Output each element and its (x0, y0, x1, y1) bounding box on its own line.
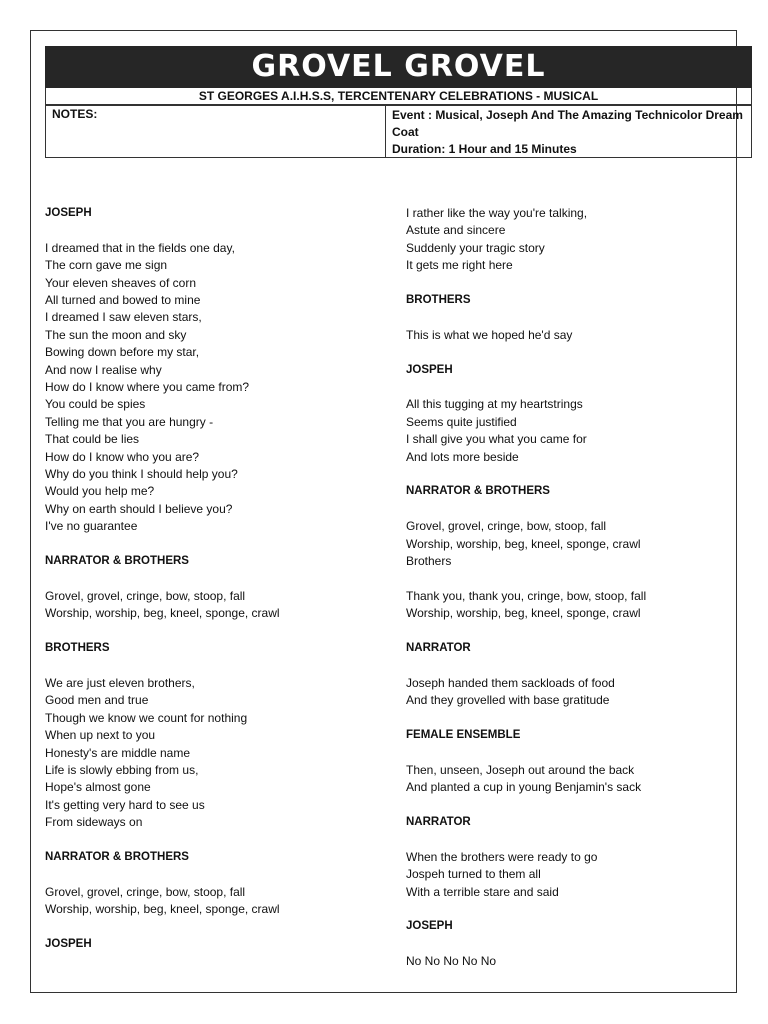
lyric-line: Life is slowly ebbing from us, (45, 762, 199, 777)
speaker-name: BROTHERS (45, 642, 110, 655)
lyric-line: Good men and true (45, 693, 149, 708)
lyric-line: Thank you, thank you, cringe, bow, stoop, fall (406, 588, 647, 603)
lyric-line: Bowing down before my star, (45, 345, 200, 360)
lyric-section (45, 640, 385, 831)
lyric-line: It's getting very hard to see us (45, 797, 205, 812)
speaker-name: NARRATOR (406, 816, 471, 829)
lyric-section (406, 727, 736, 797)
lyric-line: Suddenly your tragic story (406, 240, 545, 255)
speaker-name: NARRATOR & BROTHERS (45, 555, 189, 568)
lyric-line: Worship, worship, beg, kneel, sponge, crawl (406, 606, 641, 621)
lyric-section (406, 483, 736, 622)
lyrics-left-column (45, 205, 385, 971)
lyric-line: Honesty's are middle name (45, 745, 191, 760)
lyric-line: Jospeh turned to them all (406, 867, 541, 882)
lyric-section (406, 814, 736, 901)
lyric-section (45, 553, 385, 623)
song-title: GROVEL GROVEL (45, 46, 752, 88)
lyric-line: It gets me right here (406, 258, 513, 273)
lyric-line: You could be spies (45, 397, 146, 412)
speaker-name: BROTHERS (406, 294, 471, 307)
lyric-line: Worship, worship, beg, kneel, sponge, crawl (406, 536, 641, 551)
lyric-line: Worship, worship, beg, kneel, sponge, crawl (45, 902, 280, 917)
lyric-line: And now I realise why (45, 362, 162, 377)
speaker-name: JOSEPH (406, 920, 453, 933)
lyric-line: The sun the moon and sky (45, 327, 187, 342)
lyric-section (406, 205, 736, 275)
lyric-line: And they grovelled with base gratitude (406, 693, 610, 708)
lyric-section (406, 918, 736, 970)
lyric-line: Grovel, grovel, cringe, bow, stoop, fall (45, 884, 246, 899)
lyric-line: I dreamed I saw eleven stars, (45, 310, 202, 325)
event-info (386, 106, 751, 157)
event-text: Event : Musical, Joseph And The Amazing Technicolor Dream Coat (392, 108, 743, 139)
lyric-line: Why do you think I should help you? (45, 467, 238, 482)
speaker-name: JOSPEH (406, 363, 453, 376)
speaker-name: NARRATOR & BROTHERS (406, 485, 550, 498)
lyric-line: With a terrible stare and said (406, 884, 559, 899)
lyric-line: Then, unseen, Joseph out around the back (406, 762, 635, 777)
production-subtitle: ST GEORGES A.I.H.S.S, TERCENTENARY CELEBRATIONS - MUSICAL (45, 88, 752, 105)
lyric-line: Grovel, grovel, cringe, bow, stoop, fall (406, 519, 607, 534)
lyric-line: And lots more beside (406, 449, 519, 464)
lyric-line: Though we know we count for nothing (45, 710, 248, 725)
lyric-line: From sideways on (45, 815, 143, 830)
lyric-line: Brothers (406, 554, 452, 569)
info-table (45, 105, 752, 158)
lyric-section (45, 936, 385, 953)
lyric-line: This is what we hoped he'd say (406, 327, 573, 342)
lyric-section (45, 849, 385, 919)
lyric-line: The corn gave me sign (45, 258, 168, 273)
lyric-section (45, 205, 385, 536)
lyric-line: And planted a cup in young Benjamin's sack (406, 780, 642, 795)
lyric-line: I've no guarantee (45, 519, 138, 534)
lyric-section (406, 362, 736, 466)
lyric-line: Astute and sincere (406, 223, 506, 238)
duration-text: Duration: 1 Hour and 15 Minutes (392, 142, 577, 156)
speaker-name: NARRATOR (406, 642, 471, 655)
speaker-name: NARRATOR & BROTHERS (45, 850, 189, 863)
lyric-line: I rather like the way you're talking, (406, 206, 588, 220)
lyric-line: Grovel, grovel, cringe, bow, stoop, fall (45, 588, 246, 603)
lyrics-right-column (406, 205, 736, 988)
lyric-line: Why on earth should I believe you? (45, 501, 233, 516)
lyric-line: That could be lies (45, 432, 140, 447)
lyric-section (406, 292, 736, 344)
speaker-name: FEMALE ENSEMBLE (406, 729, 521, 742)
speaker-name: JOSEPH (45, 207, 92, 219)
lyric-line: How do I know who you are? (45, 449, 200, 464)
lyric-line: I shall give you what you came for (406, 432, 587, 447)
lyric-line: Joseph handed them sackloads of food (406, 675, 615, 690)
notes-label: NOTES: (46, 106, 386, 157)
speaker-name: JOSPEH (45, 937, 92, 950)
lyric-line: Seems quite justified (406, 414, 517, 429)
lyric-line: Hope's almost gone (45, 780, 151, 795)
lyric-line: When up next to you (45, 728, 156, 743)
lyric-line (406, 570, 736, 587)
lyric-line: Telling me that you are hungry - (45, 414, 214, 429)
lyric-line: No No No No No (406, 954, 497, 969)
lyric-line: We are just eleven brothers, (45, 675, 195, 690)
lyric-line: I dreamed that in the fields one day, (45, 240, 235, 255)
lyric-line: All this tugging at my heartstrings (406, 397, 583, 412)
lyric-section (406, 640, 736, 710)
lyric-line: All turned and bowed to mine (45, 293, 201, 308)
lyric-line: When the brothers were ready to go (406, 849, 598, 864)
lyric-line: Would you help me? (45, 484, 155, 499)
lyric-line: How do I know where you came from? (45, 380, 250, 395)
lyric-line: Your eleven sheaves of corn (45, 275, 196, 290)
lyric-line: Worship, worship, beg, kneel, sponge, crawl (45, 606, 280, 621)
